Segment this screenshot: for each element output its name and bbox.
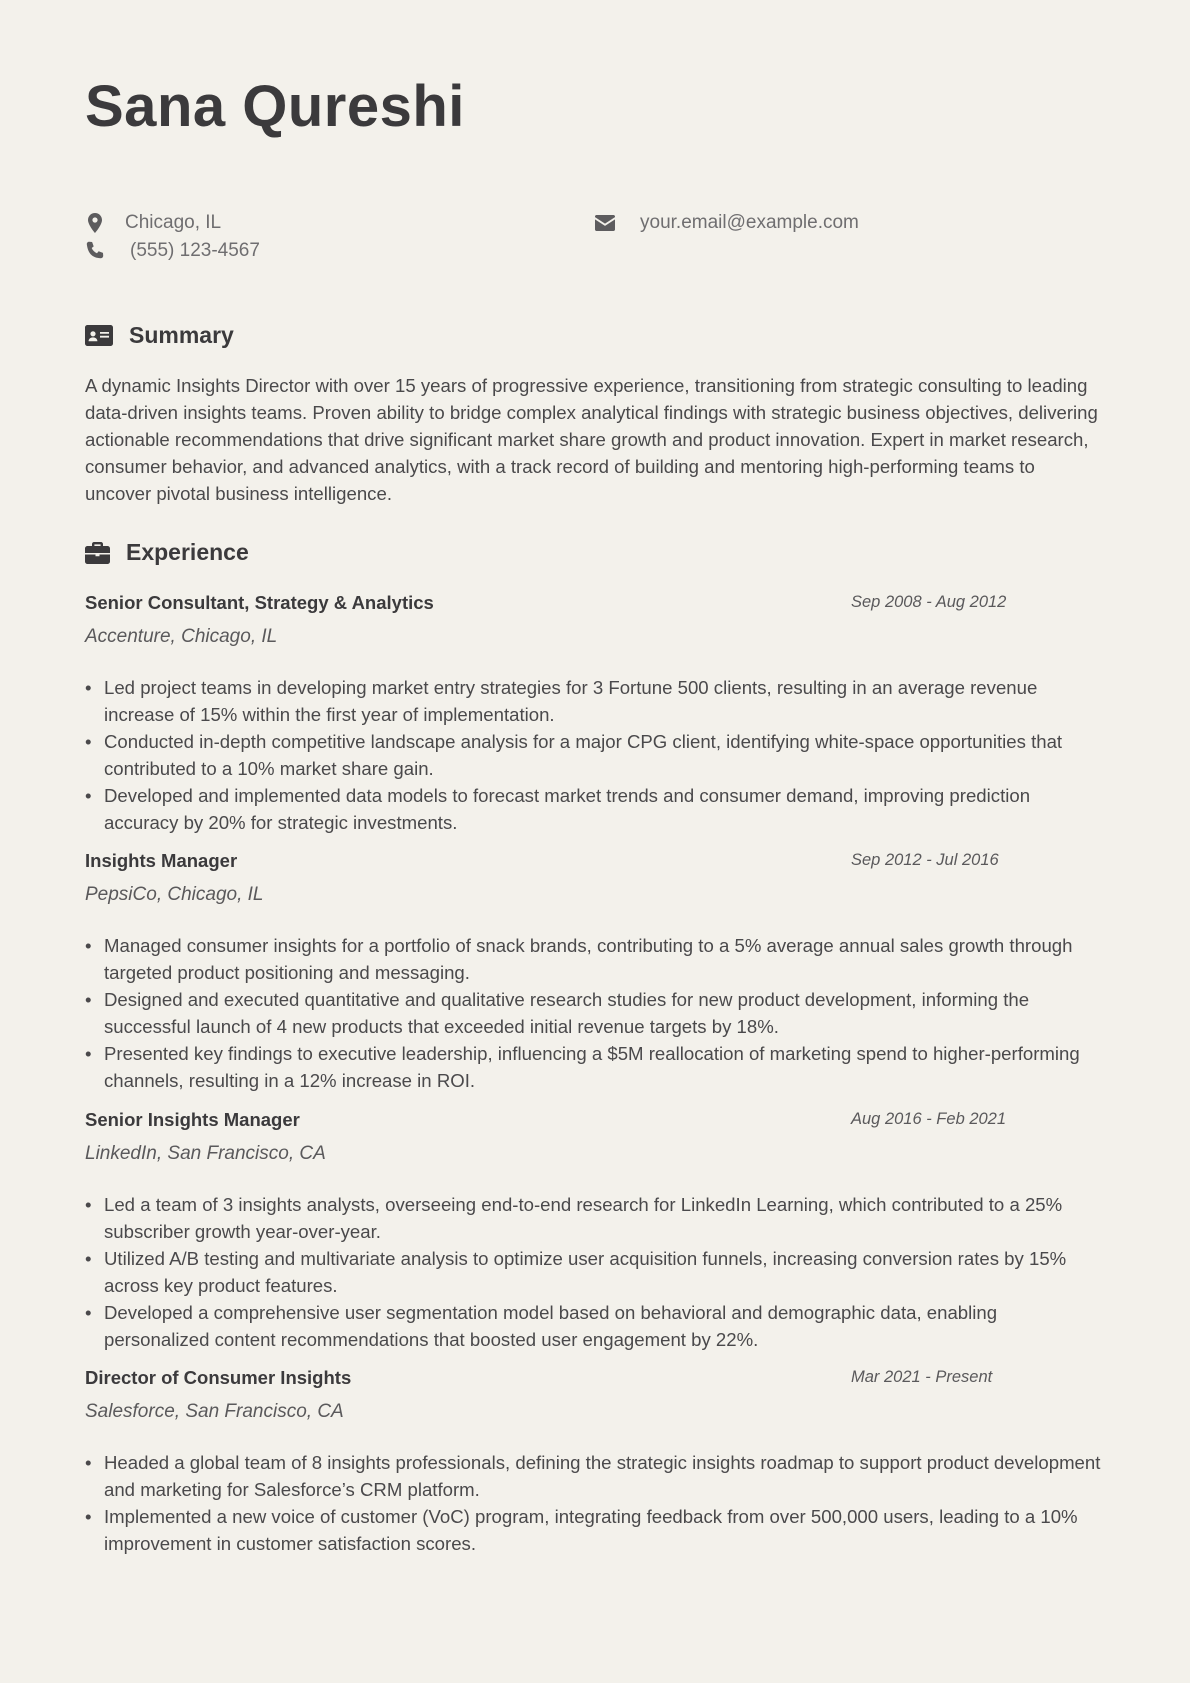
- briefcase-icon: [85, 542, 110, 564]
- email-text[interactable]: your.email@example.com: [640, 212, 859, 233]
- contact-email: [595, 212, 859, 234]
- experience-heading-text: Experience: [126, 539, 249, 565]
- map-pin-icon: [85, 212, 105, 234]
- job-bullet: • Headed a global team of 8 insights professionals, defining the strategic insights roadmap to support product development and marketing for Salesforce’s CRM platform.: [85, 1449, 1105, 1503]
- job-title: Insights Manager: [85, 850, 238, 871]
- job-bullets: [85, 1191, 1105, 1353]
- candidate-name: Sana Qureshi: [85, 74, 465, 139]
- job-dates: Mar 2021 - Present: [851, 1368, 993, 1386]
- job-bullet: • Developed a comprehensive user segmentation model based on behavioral and demographic data, enabling personalized content recommendations that boosted user engagement by 22%.: [85, 1299, 1105, 1353]
- job-bullet: • Presented key findings to executive leadership, influencing a $5M reallocation of marketing spend to higher-performing channels, resulting in a 12% increase in ROI.: [85, 1040, 1105, 1094]
- job-bullet: • Implemented a new voice of customer (VoC) program, integrating feedback from over 500,000 users, leading to a 10% improvement in customer satisfaction scores.: [85, 1503, 1105, 1557]
- summary-heading-text: Summary: [129, 322, 234, 348]
- contact-phone: [85, 240, 260, 262]
- job-bullet: • Conducted in-depth competitive landscape analysis for a major CPG client, identifying white-space opportunities that contributed to a 10% market share gain.: [85, 728, 1105, 782]
- location-text: Chicago, IL: [125, 212, 222, 233]
- job-company: Salesforce, San Francisco, CA: [85, 1401, 344, 1422]
- job-dates: Aug 2016 - Feb 2021: [851, 1110, 1007, 1128]
- job-bullet: • Utilized A/B testing and multivariate analysis to optimize user acquisition funnels, increasing conversion rates by 15% across key product features.: [85, 1245, 1105, 1299]
- summary-text: A dynamic Insights Director with over 15 years of progressive experience, transitioning from strategic consulting to leading data-driven insights teams. Proven ability to bridge complex analytical findings with strategic business objectives, delivering actionable recommendations that drive significant market share growth and product innovation. Expert in market research, consumer behavior, and advanced analytics, with a track record of building and mentoring high-performing teams to uncover pivotal business intelligence.: [85, 375, 1098, 504]
- job-bullet: • Led project teams in developing market entry strategies for 3 Fortune 500 clients, resulting in an average revenue increase of 15% within the first year of implementation.: [85, 674, 1105, 728]
- job-bullet: • Designed and executed quantitative and qualitative research studies for new product development, informing the successful launch of 4 new products that exceeded initial revenue targets by 18%.: [85, 986, 1105, 1040]
- job-bullets: [85, 1449, 1105, 1557]
- envelope-icon: [595, 212, 615, 234]
- phone-text: (555) 123-4567: [130, 240, 260, 261]
- job-bullets: [85, 674, 1105, 836]
- job-title: Senior Insights Manager: [85, 1109, 300, 1130]
- id-card-icon: [85, 325, 113, 346]
- job-company: LinkedIn, San Francisco, CA: [85, 1143, 326, 1164]
- job-title: Director of Consumer Insights: [85, 1367, 352, 1388]
- job-dates: Sep 2008 - Aug 2012: [851, 593, 1007, 611]
- job-company: Accenture, Chicago, IL: [85, 626, 278, 647]
- job-bullets: [85, 932, 1105, 1094]
- job-dates: Sep 2012 - Jul 2016: [851, 851, 999, 869]
- summary-heading: [85, 322, 234, 349]
- job-company: PepsiCo, Chicago, IL: [85, 884, 264, 905]
- job-bullet: • Led a team of 3 insights analysts, overseeing end-to-end research for LinkedIn Learning, which contributed to a 25% subscriber growth year-over-year.: [85, 1191, 1105, 1245]
- contact-location: [85, 212, 221, 234]
- job-bullet: • Managed consumer insights for a portfolio of snack brands, contributing to a 5% average annual sales growth through targeted product positioning and messaging.: [85, 932, 1105, 986]
- phone-icon: [85, 240, 105, 262]
- job-title: Senior Consultant, Strategy & Analytics: [85, 592, 434, 613]
- job-bullet: • Developed and implemented data models to forecast market trends and consumer demand, improving prediction accuracy by 20% for strategic investments.: [85, 782, 1105, 836]
- experience-heading: [85, 539, 249, 566]
